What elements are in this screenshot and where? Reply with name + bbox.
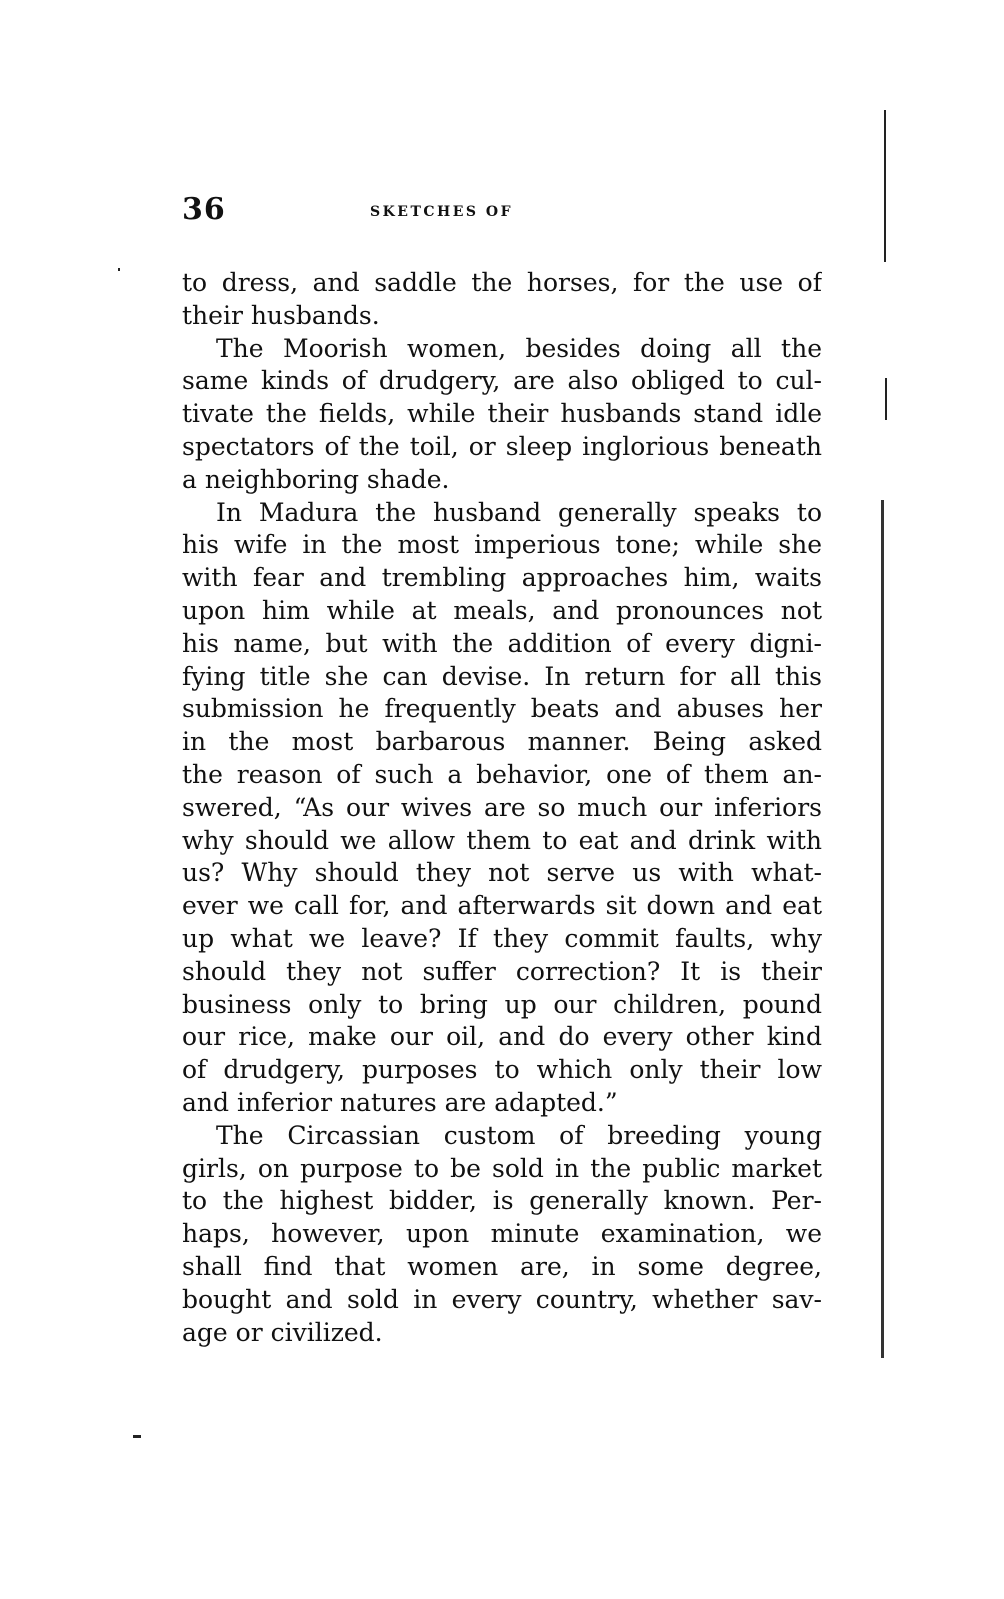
text-line: swered, “As our wives are so much our inferiors [182, 792, 822, 822]
text-line: same kinds of drudgery, are also obliged to cul- [182, 366, 822, 396]
scan-mark [118, 268, 120, 271]
text-line: age or civilized. [182, 1317, 383, 1347]
paragraph [182, 1120, 822, 1350]
text-line: of drudgery, purposes to which only their low [182, 1055, 822, 1085]
text-line: his wife in the most imperious tone; while she [182, 530, 822, 560]
text-line: The Moorish women, besides doing all the [216, 333, 822, 363]
paragraph [182, 267, 822, 333]
text-line: to the highest bidder, is generally known. Per- [182, 1186, 822, 1216]
paragraph [182, 333, 822, 497]
text-line: up what we leave? If they commit faults, why [182, 923, 822, 953]
text-line: submission he frequently beats and abuses her [182, 694, 822, 724]
text-line: The Circassian custom of breeding young [216, 1120, 822, 1150]
page-number: 36 [182, 192, 226, 227]
text-line: with fear and trembling approaches him, waits [182, 563, 822, 593]
text-line: the reason of such a behavior, one of them an- [182, 759, 822, 789]
scan-mark [881, 500, 884, 1358]
text-line: their husbands. [182, 300, 380, 330]
page-header [182, 192, 822, 232]
text-line: spectators of the toil, or sleep inglorious beneath [182, 431, 822, 461]
text-line: girls, on purpose to be sold in the public market [182, 1153, 822, 1183]
text-line: ever we call for, and afterwards sit down and eat [182, 891, 822, 921]
scan-mark [884, 110, 886, 262]
text-line: should they not suffer correction? It is their [182, 956, 822, 986]
text-line: and inferior natures are adapted.” [182, 1087, 618, 1117]
text-line: why should we allow them to eat and drink with [182, 825, 822, 855]
text-line: his name, but with the addition of every digni- [182, 628, 822, 658]
running-head: SKETCHES OF [370, 204, 514, 220]
body-text [182, 267, 822, 1349]
paragraph [182, 497, 822, 1120]
text-line: our rice, make our oil, and do every other kind [182, 1022, 822, 1052]
text-line: a neighboring shade. [182, 464, 450, 494]
text-line: us? Why should they not serve us with what- [182, 858, 822, 888]
text-line: fying title she can devise. In return for all this [182, 661, 822, 691]
text-line: shall find that women are, in some degree, [182, 1251, 822, 1281]
text-line: bought and sold in every country, whether sav- [182, 1284, 822, 1314]
text-line: to dress, and saddle the horses, for the use of [182, 268, 822, 297]
scan-mark [133, 1435, 141, 1438]
text-line: upon him while at meals, and pronounces not [182, 595, 822, 625]
text-line: haps, however, upon minute examination, we [182, 1219, 822, 1249]
text-line: tivate the fields, while their husbands stand idle [182, 399, 822, 429]
scan-mark [885, 378, 887, 420]
text-line: business only to bring up our children, pound [182, 989, 822, 1019]
text-line: In Madura the husband generally speaks to [216, 497, 822, 527]
text-line: in the most barbarous manner. Being asked [182, 727, 822, 757]
